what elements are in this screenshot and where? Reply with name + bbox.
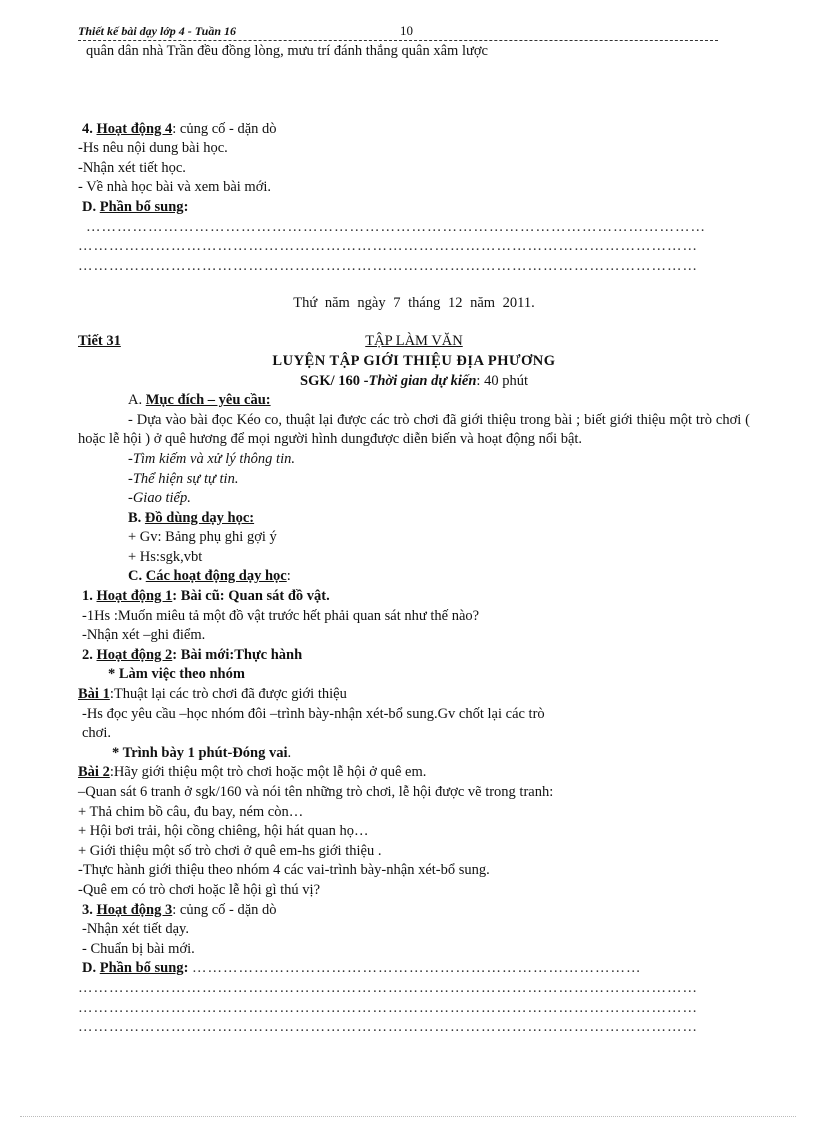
skill-item: -Tìm kiếm và xử lý thông tin. xyxy=(128,450,295,467)
bai1-line xyxy=(78,685,750,705)
sectionB-letter: B. xyxy=(128,509,142,526)
skill-item: -Giao tiếp. xyxy=(128,490,191,507)
activity4-line: -Nhận xét tiết học. xyxy=(78,159,186,176)
document-body xyxy=(78,42,750,1038)
sectionC-heading xyxy=(78,567,750,587)
activity1-rest: : Bài cũ: Quan sát đồ vật. xyxy=(172,588,330,605)
activity4-label: Hoạt động 4 xyxy=(96,120,173,137)
sectionB-label: Đồ dùng dạy học: xyxy=(144,509,255,526)
activity2-label: Hoạt động 2 xyxy=(96,646,173,663)
sgk-ref: SGK/ 160 - xyxy=(300,372,369,389)
bai2-text: :Hãy giới thiệu một trò chơi hoặc một lễ hội ở quê em. xyxy=(109,764,427,781)
sectionA-letter: A. xyxy=(128,392,143,409)
activity1-number: 1. xyxy=(82,588,93,605)
activity4-heading xyxy=(78,120,750,140)
subject-title: TẬP LÀM VĂN xyxy=(365,332,463,349)
activity4-line: - Về nhà học bài và xem bài mới. xyxy=(78,179,272,196)
activity1-line: -Nhận xét –ghi điểm. xyxy=(82,627,206,644)
bai1-label: Bài 1 xyxy=(78,686,110,703)
continuation-line: quân dân nhà Trần đều đồng lòng, mưu trí đánh thắng quân xâm lược xyxy=(86,43,488,59)
date-line: Thứ năm ngày 7 tháng 12 năm 2011. xyxy=(293,295,535,312)
activity3-rest: : củng cố - dặn dò xyxy=(172,901,277,918)
supplement1-letter: D. xyxy=(82,198,97,215)
supplement2-heading xyxy=(78,959,750,979)
activity1-heading xyxy=(78,587,750,607)
present-dot: . xyxy=(287,744,292,761)
activity3-heading xyxy=(78,901,750,921)
sectionC-colon: : xyxy=(286,568,291,585)
lesson-header-row xyxy=(78,332,750,352)
time-label: Thời gian dự kiến xyxy=(368,372,477,389)
lesson-meta xyxy=(78,372,750,392)
dotted-line: ………………………………………………………………………………………………………… xyxy=(78,1019,698,1036)
bai2-detail: + Giới thiệu một số trò chơi ở quê em-hs giới thiệu . xyxy=(78,842,382,859)
activity2-rest: : Bài mới:Thực hành xyxy=(172,646,303,663)
bai1-detail: -Hs đọc yêu cầu –học nhóm đôi –trình bày-nhận xét-bổ sung.Gv chốt lại các trò xyxy=(82,705,545,722)
group-work-label: * Làm việc theo nhóm xyxy=(108,666,245,683)
sectionB-item: + Hs:sgk,vbt xyxy=(128,548,203,565)
activity3-line: -Nhận xét tiết dạy. xyxy=(82,921,189,938)
skill-item: -Thể hiện sự tự tin. xyxy=(128,470,239,487)
sectionC-letter: C. xyxy=(128,568,143,585)
sectionA-paragraph: - Dựa vào bài đọc Kéo co, thuật lại được các trò chơi đã giới thiệu trong bài ; biết giới thiệu một trò chơi ( hoặc lễ hội ) ở quê hương để mọi người hình dungđược diễn biến và hoạt động nổi bật. xyxy=(78,411,750,448)
bai2-detail: –Quan sát 6 tranh ở sgk/160 và nói tên những trò chơi, lễ hội được vẽ trong tranh: xyxy=(78,784,554,800)
page-bottom-rule xyxy=(20,1116,796,1117)
bai1-detail: chơi. xyxy=(82,725,112,742)
dotted-line: ………………………………………………………………………………………………………… xyxy=(78,238,698,255)
activity4-line: -Hs nêu nội dung bài học. xyxy=(78,140,228,157)
page-header xyxy=(78,24,718,41)
bai2-detail: + Hội bơi trải, hội cồng chiêng, hội hát quan họ… xyxy=(78,823,369,840)
bai1-text: :Thuật lại các trò chơi đã được giới thiệu xyxy=(109,686,347,703)
activity3-number: 3. xyxy=(82,901,93,918)
activity4-rest: : củng cố - dặn dò xyxy=(172,120,277,137)
activity1-line: -1Hs :Muốn miêu tả một đồ vật trước hết phải quan sát như thế nào? xyxy=(82,607,480,624)
sectionB-item: + Gv: Bảng phụ ghi gợi ý xyxy=(128,529,277,546)
sectionA-label: Mục đích – yêu cầu: xyxy=(145,392,271,409)
sectionC-label: Các hoạt động dạy học xyxy=(145,568,287,585)
activity3-line: - Chuẩn bị bài mới. xyxy=(82,940,195,957)
dotted-line: ………………………………………………………………………………………………………… xyxy=(86,218,706,235)
dotted-line: ………………………………………………………………………………………………………… xyxy=(78,999,698,1016)
activity1-label: Hoạt động 1 xyxy=(96,588,173,605)
supplement2-label: Phần bổ sung xyxy=(99,960,184,977)
bai2-detail: -Quê em có trò chơi hoặc lễ hội gì thú vị? xyxy=(78,881,321,898)
header-title: Thiết kế bài dạy lớp 4 - Tuần 16 xyxy=(78,24,236,38)
dotted-line: ………………………………………………………………………………………………………… xyxy=(78,979,698,996)
dotted-line: …………………………………………………………………………… xyxy=(192,960,642,977)
period-label: Tiết 31 xyxy=(78,332,121,349)
supplement2-letter: D. xyxy=(82,960,97,977)
present-label: * Trình bày 1 phút-Đóng vai xyxy=(112,744,288,761)
activity2-number: 2. xyxy=(82,646,93,663)
activity3-label: Hoạt động 3 xyxy=(96,901,173,918)
dotted-line: ………………………………………………………………………………………………………… xyxy=(78,257,698,274)
supplement1-label: Phần bổ sung xyxy=(99,198,184,215)
lesson-title: LUYỆN TẬP GIỚI THIỆU ĐỊA PHƯƠNG xyxy=(272,352,556,369)
sectionA-heading xyxy=(78,391,750,411)
present-line xyxy=(78,744,750,764)
bai2-label: Bài 2 xyxy=(78,764,110,781)
activity4-number: 4. xyxy=(82,120,93,137)
supplement1-heading: D. Phần bổ sung: xyxy=(82,198,189,215)
page-number: 10 xyxy=(400,23,413,38)
supplement2-colon: : xyxy=(183,960,189,977)
time-value: : 40 phút xyxy=(476,372,528,389)
activity2-heading xyxy=(78,646,750,666)
bai2-detail: + Thả chim bồ câu, đu bay, ném còn… xyxy=(78,803,304,820)
bai2-line xyxy=(78,763,750,783)
sectionB-heading xyxy=(78,509,750,529)
bai2-detail: -Thực hành giới thiệu theo nhóm 4 các vai-trình bày-nhận xét-bổ sung. xyxy=(78,862,490,879)
